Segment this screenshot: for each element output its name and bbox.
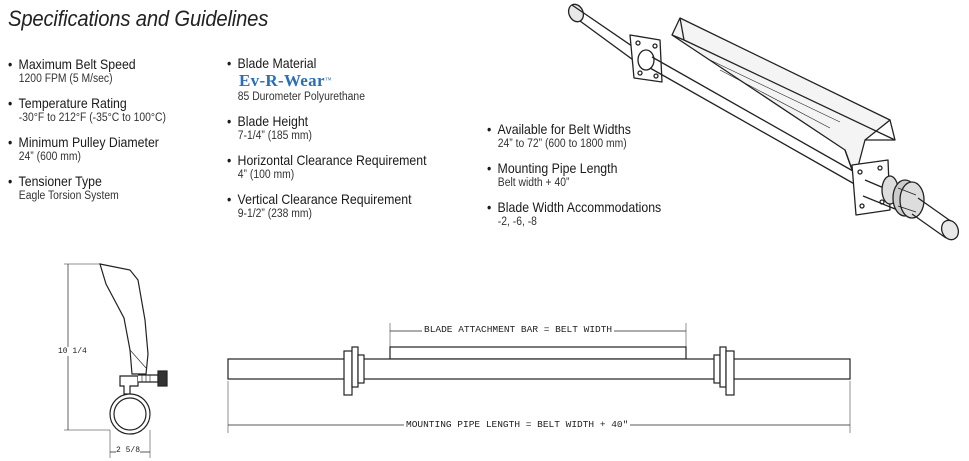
spec-item (8, 56, 218, 87)
spec-name: • Blade Material (227, 55, 447, 71)
spec-name: • Blade Width Accommodations (487, 199, 689, 215)
page-title: Specifications and Guidelines (8, 6, 269, 31)
spec-value: 1200 FPM (5 M/sec) (18, 73, 113, 85)
spec-value: 85 Durometer Polyurethane (237, 91, 365, 103)
brand-name: Ev-R-Wear (239, 71, 325, 90)
spec-name: • Horizontal Clearance Requirement (227, 152, 447, 168)
spec-name: • Vertical Clearance Requirement (227, 191, 447, 207)
brand-logo (227, 71, 477, 90)
spec-value: 9-1/2” (238 mm) (237, 208, 312, 220)
spec-name: • Available for Belt Widths (487, 121, 689, 137)
spec-item (8, 134, 218, 165)
blade-attachment-bar-label: BLADE ATTACHMENT BAR = BELT WIDTH (424, 324, 613, 335)
spec-name: • Minimum Pulley Diameter (8, 134, 193, 150)
spec-item (8, 95, 218, 126)
cleaner-isometric-illustration (560, 0, 969, 250)
spec-item (227, 191, 477, 222)
spec-name: • Maximum Belt Speed (8, 56, 193, 72)
width-dimension-label: 2 5/8 (116, 446, 141, 455)
spec-value: 7-1/4” (185 mm) (237, 130, 312, 142)
spec-value: -2, -6, -8 (497, 216, 537, 228)
spec-value: Eagle Torsion System (18, 190, 119, 202)
spec-item-blade-material (227, 55, 477, 105)
spec-value: 4” (100 mm) (237, 169, 295, 181)
cleaner-front-elevation-drawing (220, 315, 860, 455)
blade-side-profile-drawing (50, 258, 180, 461)
spec-name: • Tensioner Type (8, 173, 193, 189)
spec-item (8, 173, 218, 204)
spec-item (227, 113, 477, 144)
mounting-pipe-length-label: MOUNTING PIPE LENGTH = BELT WIDTH + 40" (406, 419, 629, 430)
spec-value: Belt width + 40” (497, 177, 570, 189)
trademark-symbol: ™ (324, 76, 332, 84)
spec-value: -30°F to 212°F (-35°C to 100°C) (18, 112, 166, 124)
spec-column-2 (227, 55, 477, 230)
spec-item (227, 152, 477, 183)
spec-name: • Mounting Pipe Length (487, 160, 689, 176)
spec-value: 24” (600 mm) (18, 151, 81, 163)
spec-column-1 (8, 56, 218, 212)
spec-value: 24” to 72” (600 to 1800 mm) (497, 138, 627, 150)
spec-name: • Temperature Rating (8, 95, 193, 111)
height-dimension-label: 10 1/4 (58, 347, 87, 356)
spec-name: • Blade Height (227, 113, 447, 129)
